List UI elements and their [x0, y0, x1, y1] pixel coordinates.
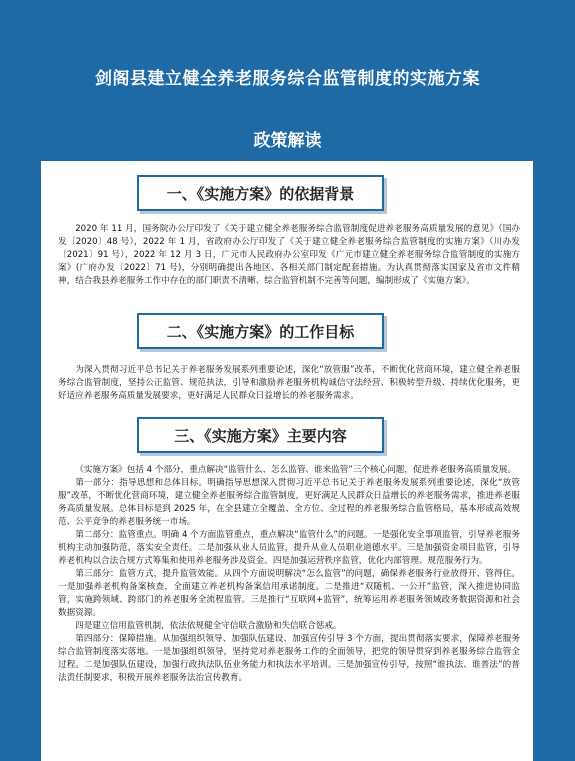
section-heading-content: 三、《实施方案》主要内容 — [137, 417, 384, 453]
document-title: 剑阁县建立健全养老服务综合监管制度的实施方案 — [95, 69, 480, 89]
section-body-basis — [58, 223, 520, 288]
document-subtitle: 政策解读 — [253, 131, 322, 151]
footer-credit: 剑阁县民政局制图 — [243, 746, 332, 759]
paragraph: 第四部分：保障措施。从加强组织领导、加强队伍建设、加强宣传引导 3 个方面，提出贯彻落实要求，保障养老服务综合监管制度落实落地。一是加强组织领导，坚持党对养老服务工作的全面领导，把党的领导贯穿到养老服务综合监管全过程。二是加强队伍建设，加强行政执法队伍业务能力和执法水平培训。三是加强宣传引导，按照“谁执法、谁普法”的普法责任制要求，积极开展养老服务法治宣传教育。 — [58, 634, 520, 683]
paragraph: 为深入贯彻习近平总书记关于养老服务发展系列重要论述，深化“放管服”改革，不断优化营商环境，建立健全养老服务综合监管制度，坚持公正监管、规范执法，引导和激励养老服务机构诚信守法经营、积极转型升级、持续优化服务，更好适应养老服务高质量发展要求，更好满足人民群众日益增长的养老服务需求。 — [58, 365, 520, 401]
section-heading-goals: 二、《实施方案》的工作目标 — [137, 313, 384, 349]
paragraph: 第三部分：监管方式，提升监管效能。从四个方面说明解决“怎么监管”的问题，确保养老服务行业放得开、管得住。一是加强养老机构备案核查，全面建立养老机构备案信用承诺制度。二是推进“双随机、一公开”监管，深入推进协同监管，实施跨领域、跨部门的养老服务全流程监管。三是推行“互联网+监管”，统筹运用养老服务领域政务数据资源和社会数据资源。 — [58, 569, 520, 618]
paragraph: 第一部分：指导思想和总体目标。明确指导思想深入贯彻习近平总书记关于养老服务发展系列重要论述，深化“放管服”改革，不断优化营商环境，建立健全养老服务综合监管制度，更好满足人民群众日益增长的养老服务需求，推进养老服务高质量发展。总体目标是到 2025 年，在全县建立全覆盖、全方位、全过程的养老服务综合监管格局，基本形成高效规范、公平竞争的养老服务统一市场。 — [58, 478, 520, 527]
paragraph: 第二部分：监管重点。明确 4 个方面监管重点，重点解决“监管什么”的问题。一是强化安全事项监管，引导养老服务机构主动加强防范，落实安全责任。二是加强从业人员监管，提升从业人员职业道德水平。三是加强资金项目监管，引导养老机构以合法合规方式筹集和使用养老服务涉及资金。四是加强运营秩序监管，优化内部管理、规范服务行为。 — [58, 530, 520, 566]
paragraph: 《实施方案》包括 4 个部分，重点解决“监管什么、怎么监管、谁来监管”三个核心问题，促进养老服务高质量发展。 — [75, 465, 517, 475]
paragraph: 四是建立信用监管机制，依法依规健全守信联合激励和失信联合惩戒。 — [75, 621, 342, 631]
section-heading-basis: 一、《实施方案》的依据背景 — [137, 175, 384, 211]
section-body-goals — [58, 364, 520, 403]
content-card — [41, 161, 533, 761]
section-body-content — [58, 464, 520, 685]
paragraph: 2020 年 11 月，国务院办公厅印发了《关于建立健全养老服务综合监管制度促进养老服务高质量发展的意见》（国办发〔2020〕48 号），2022 年 1 月，省政府办公厅印发了《关于建立健全养老服务综合监管制度的实施方案》（川办发〔2021〕91 号），2022 年 12 月 3 日，广元市人民政府办公室印发《广元市建立健全养老服务综合监管制度的实施方案》(广府办发〔2022〕71 号)，分别明确提出各地区、各相关部门制定配套措施。为认真贯彻落实国家及省市文件精神，结合我县养老服务工作中存在的部门职责不清晰、综合监管机制不完善等问题，编制形成了《实施方案》。 — [58, 224, 520, 286]
